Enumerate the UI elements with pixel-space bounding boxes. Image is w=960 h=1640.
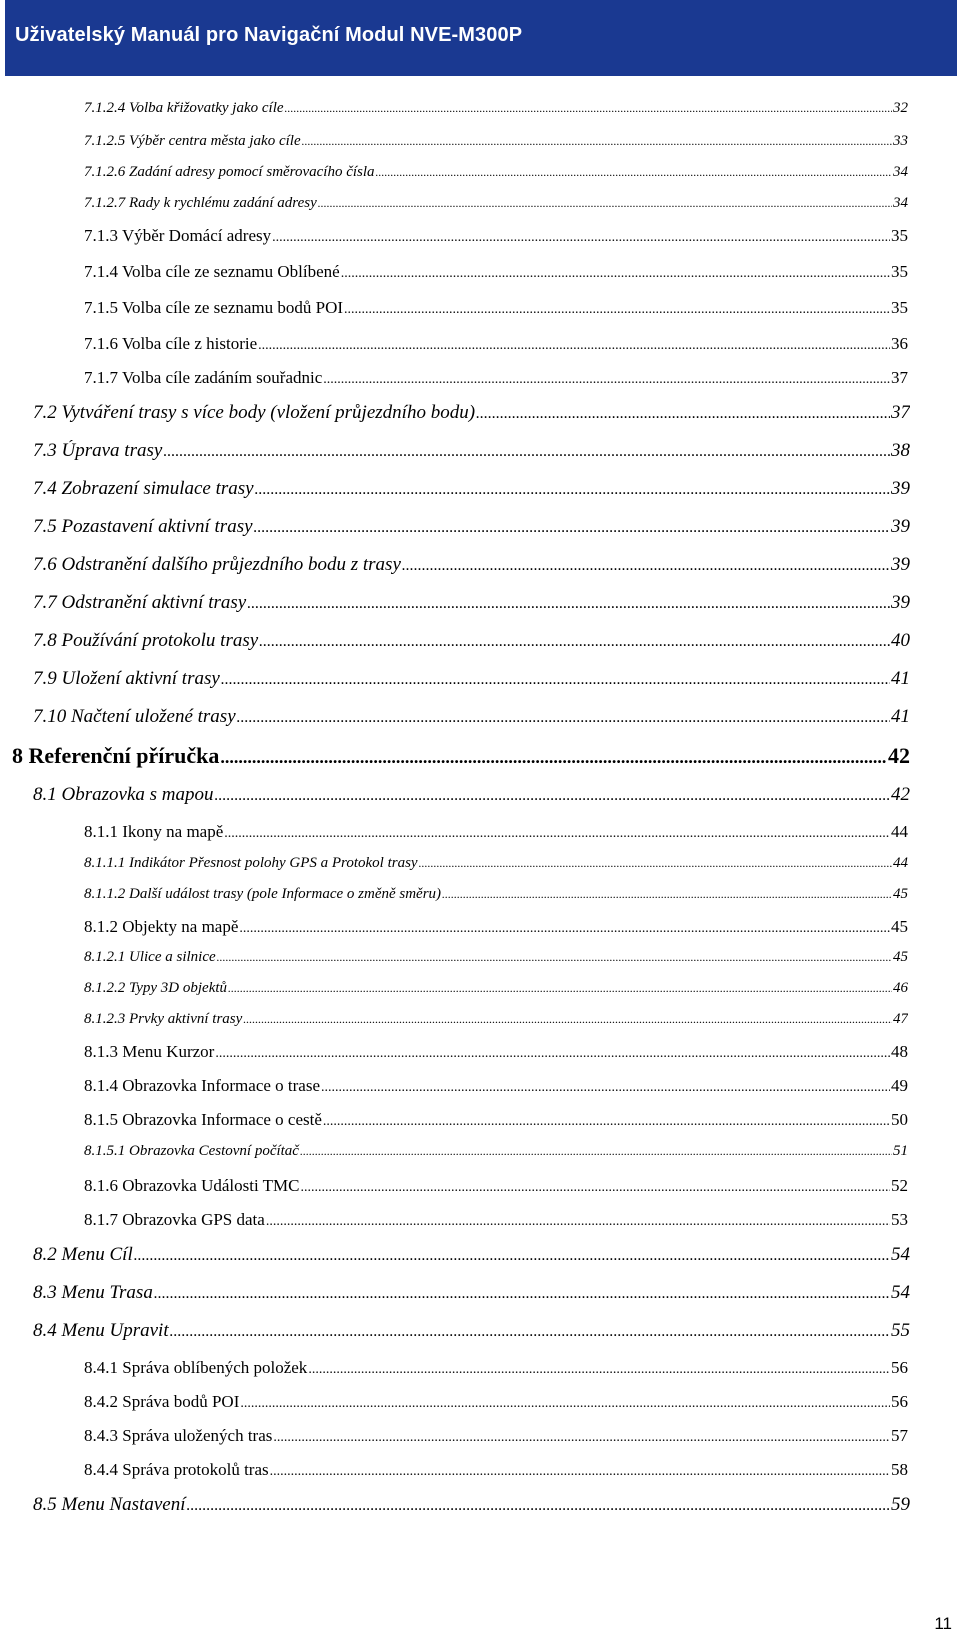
page-header [5, 0, 957, 76]
leader-dots [254, 519, 890, 537]
leader-dots [300, 1144, 892, 1159]
leader-dots [258, 338, 890, 354]
leader-dots [321, 1080, 890, 1096]
toc-entry[interactable]: 8.5 Menu Nastavení ..... 59 [33, 1494, 910, 1516]
toc-page-number: 44 [891, 822, 908, 841]
toc-page-number: 53 [891, 1210, 908, 1229]
toc-entry[interactable]: 7.8 Používání protokolu trasy ..... 40 [33, 630, 910, 652]
toc-page-number: 39 [891, 592, 910, 613]
leader-dots [323, 372, 890, 388]
toc-page-number: 36 [891, 334, 908, 353]
toc-page-number: 42 [891, 784, 910, 805]
toc-entry[interactable]: 8.1.5 Obrazovka Informace o cestě ..... 50 [84, 1110, 908, 1130]
toc-entry[interactable]: 8.1 Obrazovka s mapou ..... 42 [33, 784, 910, 806]
toc-page-number: 46 [893, 980, 908, 996]
leader-dots [154, 1285, 890, 1303]
toc-entry[interactable]: 7.1.2.4 Volba křižovatky jako cíle ..... 32 [84, 100, 908, 117]
leader-dots [376, 165, 892, 180]
leader-dots [220, 747, 887, 768]
leader-dots [237, 709, 890, 727]
toc-page-number: 54 [891, 1282, 910, 1303]
leader-dots [300, 1180, 890, 1196]
leader-dots [266, 1214, 890, 1230]
toc-page-number: 41 [891, 706, 910, 727]
leader-dots [323, 1114, 890, 1130]
toc-page-number: 34 [893, 164, 908, 180]
toc-entry[interactable]: 8.1.7 Obrazovka GPS data ..... 53 [84, 1210, 908, 1230]
leader-dots [476, 405, 890, 423]
toc-page-number: 35 [891, 262, 908, 281]
toc-page-number: 37 [891, 402, 910, 423]
leader-dots [270, 1464, 890, 1480]
leader-dots [217, 950, 892, 965]
leader-dots [442, 887, 892, 902]
toc-page-number: 57 [891, 1426, 908, 1445]
toc-entry[interactable]: 7.1.7 Volba cíle zadáním souřadnic ..... 37 [84, 368, 908, 388]
toc-page-number: 49 [891, 1076, 908, 1095]
leader-dots [272, 230, 890, 246]
leader-dots [402, 557, 890, 575]
toc-page-number: 34 [893, 195, 908, 211]
toc-page-number: 39 [891, 516, 910, 537]
leader-dots [285, 101, 892, 116]
leader-dots [247, 595, 890, 613]
toc-entry[interactable]: 7.10 Načtení uložené trasy ..... 41 [33, 706, 910, 728]
toc-entry[interactable]: 8.1.6 Obrazovka Události TMC ..... 52 [84, 1176, 908, 1196]
toc-page-number: 39 [891, 478, 910, 499]
toc-entry[interactable]: 8.1.1.1 Indikátor Přesnost polohy GPS a Protokol trasy ..... 44 [84, 855, 908, 872]
leader-dots [187, 1497, 890, 1515]
leader-dots [228, 981, 892, 996]
toc-page-number: 56 [891, 1358, 908, 1377]
toc-page-number: 39 [891, 554, 910, 575]
toc-page-number: 50 [891, 1110, 908, 1129]
leader-dots [224, 826, 890, 842]
toc-entry[interactable]: 7.1.5 Volba cíle ze seznamu bodů POI ..... 35 [84, 298, 908, 318]
leader-dots [215, 787, 891, 805]
toc-page-number: 45 [891, 917, 908, 936]
toc-entry[interactable]: 7.5 Pozastavení aktivní trasy ..... 39 [33, 516, 910, 538]
leader-dots [341, 266, 890, 282]
leader-dots [243, 1012, 892, 1027]
toc-page-number: 59 [891, 1494, 910, 1515]
toc-entry[interactable]: 7.1.4 Volba cíle ze seznamu Oblíbené ..... 35 [84, 262, 908, 282]
toc-chapter-entry[interactable]: 8 Referenční příručka ..... 42 [12, 743, 910, 769]
leader-dots [344, 302, 890, 318]
leader-dots [163, 443, 890, 461]
toc-entry[interactable]: 8.3 Menu Trasa ..... 54 [33, 1282, 910, 1304]
toc-page-number: 47 [893, 1011, 908, 1027]
toc-entry[interactable]: 8.1.2.2 Typy 3D objektů ..... 46 [84, 980, 908, 997]
toc-page-number: 32 [893, 100, 908, 116]
toc-page-number: 45 [893, 886, 908, 902]
toc-entry[interactable]: 7.1.2.7 Rady k rychlému zadání adresy ..... 34 [84, 195, 908, 212]
toc-entry[interactable]: 7.1.3 Výběr Domácí adresy ..... 35 [84, 226, 908, 246]
toc-page-number: 40 [891, 630, 910, 651]
toc-entry[interactable]: 8.1.4 Obrazovka Informace o trase ..... 49 [84, 1076, 908, 1096]
toc-entry[interactable]: 8.1.1 Ikony na mapě ..... 44 [84, 822, 908, 842]
toc-entry[interactable]: 7.1.6 Volba cíle z historie ..... 36 [84, 334, 908, 354]
toc-entry[interactable]: 8.4.4 Správa protokolů tras ..... 58 [84, 1460, 908, 1480]
toc-entry[interactable]: 7.7 Odstranění aktivní trasy ..... 39 [33, 592, 910, 614]
toc-page-number: 33 [893, 133, 908, 149]
toc-entry[interactable]: 7.3 Úprava trasy ..... 38 [33, 440, 910, 462]
document-title: Uživatelský Manuál pro Navigační Modul NVE-M300P [15, 24, 523, 46]
leader-dots [134, 1247, 890, 1265]
toc-entry[interactable]: 7.1.2.5 Výběr centra města jako cíle ..... 33 [84, 133, 908, 150]
leader-dots [240, 1396, 890, 1412]
toc-page-number: 58 [891, 1460, 908, 1479]
toc-entry[interactable]: 8.1.2 Objekty na mapě ..... 45 [84, 917, 908, 937]
leader-dots [273, 1430, 890, 1446]
toc-entry[interactable]: 8.1.1.2 Další událost trasy (pole Informace o změně směru) ..... 45 [84, 886, 908, 903]
leader-dots [239, 921, 890, 937]
toc-entry[interactable]: 8.1.2.1 Ulice a silnice ..... 45 [84, 949, 908, 966]
toc-page-number: 44 [893, 855, 908, 871]
toc-entry[interactable]: 7.9 Uložení aktivní trasy ..... 41 [33, 668, 910, 690]
toc-entry[interactable]: 8.4.3 Správa uložených tras ..... 57 [84, 1426, 908, 1446]
leader-dots [302, 134, 892, 149]
toc-page-number: 42 [888, 743, 910, 768]
leader-dots [215, 1046, 890, 1062]
toc-page-number: 45 [893, 949, 908, 965]
toc-entry[interactable]: 8.4.2 Správa bodů POI ..... 56 [84, 1392, 908, 1412]
toc-page-number: 35 [891, 298, 908, 317]
toc-page-number: 51 [893, 1143, 908, 1159]
toc-page-number: 38 [891, 440, 910, 461]
toc-entry[interactable]: 8.4.1 Správa oblíbených položek ..... 56 [84, 1358, 908, 1378]
toc-entry[interactable]: 8.4 Menu Upravit ..... 55 [33, 1320, 910, 1342]
leader-dots [308, 1362, 890, 1378]
toc-entry[interactable]: 8.1.5.1 Obrazovka Cestovní počítač ..... 51 [84, 1143, 908, 1160]
toc-entry[interactable]: 8.1.2.3 Prvky aktivní trasy ..... 47 [84, 1011, 908, 1028]
toc-entry[interactable]: 7.1.2.6 Zadání adresy pomocí směrovacího čísla ..... 34 [84, 164, 908, 181]
toc-page-number: 52 [891, 1176, 908, 1195]
toc-page-number: 55 [891, 1320, 910, 1341]
toc-entry[interactable]: 7.4 Zobrazení simulace trasy ..... 39 [33, 478, 910, 500]
page-number: 11 [934, 1614, 952, 1633]
leader-dots [170, 1323, 890, 1341]
leader-dots [221, 671, 890, 689]
toc-entry[interactable]: 7.2 Vytváření trasy s více body (vložení průjezdního bodu) ..... 37 [33, 402, 910, 424]
toc-page-number: 48 [891, 1042, 908, 1061]
toc-page-number: 56 [891, 1392, 908, 1411]
toc-entry[interactable]: 8.1.3 Menu Kurzor ..... 48 [84, 1042, 908, 1062]
toc-page-number: 37 [891, 368, 908, 387]
toc-page-number: 54 [891, 1244, 910, 1265]
leader-dots [419, 856, 892, 871]
leader-dots [259, 633, 890, 651]
leader-dots [318, 196, 892, 211]
toc-entry[interactable]: 7.6 Odstranění dalšího průjezdního bodu z trasy ..... 39 [33, 554, 910, 576]
toc-page-number: 35 [891, 226, 908, 245]
toc-page-number: 41 [891, 668, 910, 689]
toc-entry[interactable]: 8.2 Menu Cíl ..... 54 [33, 1244, 910, 1266]
leader-dots [255, 481, 890, 499]
